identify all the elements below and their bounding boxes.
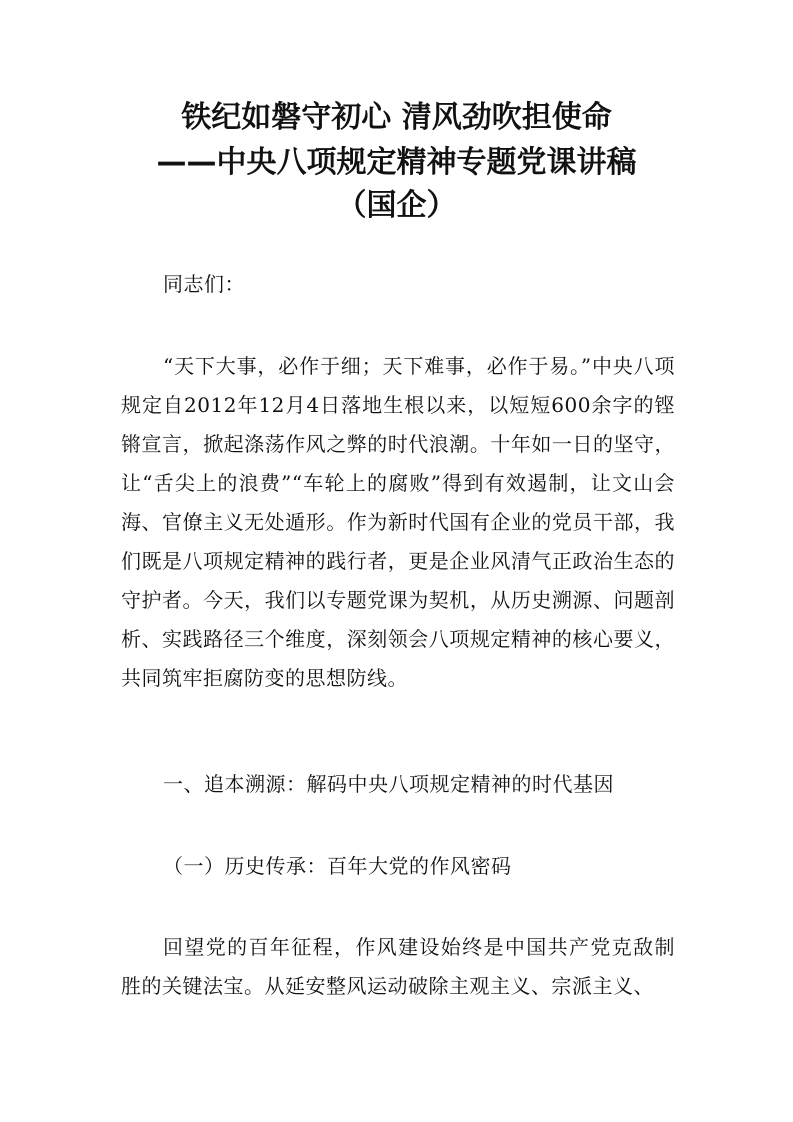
subsection-heading: （一）历史传承：百年大党的作风密码 bbox=[163, 854, 512, 878]
greeting: 同志们： bbox=[163, 272, 245, 296]
document-title-line-3: （国企） bbox=[336, 188, 457, 223]
intro-paragraph: “天下大事，必作于细；天下难事，必作于易。”中央八项规定自2012年12月4日落地生根以来，以短短600余字的铿锵宣言，掀起涤荡作风之弊的时代浪潮。十年如一日的坚守，让“舌尖上的浪费”“车轮上的腐败”得到有效遏制，让文山会海、官僚主义无处遁形。作为新时代国有企业的党员干部，我们既是八项规定精神的践行者，更是企业风清气正政治生态的守护者。今天，我们以专题党课为契机，从历史溯源、问题剖析、实践路径三个维度，深刻领会八项规定精神的核心要义，共同筑牢拒腐防变的思想防线。 bbox=[121, 354, 675, 690]
section-heading: 一、追本溯源：解码中央八项规定精神的时代基因 bbox=[163, 772, 614, 796]
document-title-line-2: ——中央八项规定精神专题党课讲稿 bbox=[156, 145, 637, 180]
document-title-line-1: 铁纪如磐守初心 清风劲吹担使命 bbox=[181, 100, 612, 135]
body-paragraph: 回望党的百年征程，作风建设始终是中国共产党克敌制胜的关键法宝。从延安整风运动破除主观主义、宗派主义、 bbox=[121, 935, 675, 998]
